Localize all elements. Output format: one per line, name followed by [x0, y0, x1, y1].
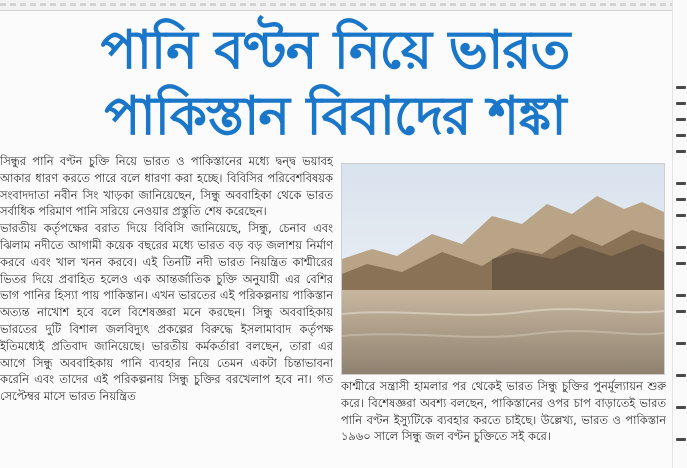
adjacent-column-edge	[672, 0, 687, 468]
photo-caption: কাশ্মীরে সন্ত্রাসী হামলার পর থেকেই ভারত সিন্ধু চুক্তির পুনর্মূল্যায়ন শুরু করে। বিশেষজ্ঞরা অবশ্য বলছেন, পাকিস্তানের ওপর চাপ বাড়াতেই ভারত পানি বণ্টন ইস্যুটিকে ব্যবহার করতে চাইছে। উল্লেখ্য, ভারত ও পাকিস্তান ১৯৬০ সালে সিন্ধু জল বণ্টন চুক্তিতে সই করে।	[341, 379, 666, 444]
page-top-border	[0, 0, 687, 11]
text-fragment	[676, 342, 686, 345]
river-valley-photo	[341, 163, 665, 375]
text-fragment	[676, 134, 686, 137]
text-fragment	[676, 262, 686, 265]
article-paragraph-2: ভারতীয় কর্তৃপক্ষের বরাত দিয়ে বিবিসি জানিয়েছে, সিন্ধু, চেনাব এবং ঝিলাম নদীতে আগামী কয়েক বছরের মধ্যে ভারত বড় বড় জলাশয় নির্মাণ করবে এবং খাল খনন করবে। এই তিনটি নদী ভারত নিয়ন্ত্রিত কাশ্মীরের ভিতর দিয়ে প্রবাহিত হলেও এক আন্তর্জাতিক চুক্তি অনুযায়ী এর বেশির ভাগ পানির হিস্যা পায় পাকিস্তান। এখন ভারতের এই পরিকল্পনায় পাকিস্তান অত্যন্ত নাখোশ হবে বলে বিশেষজ্ঞরা মনে করছেন। সিন্ধু অববাহিকায় ভারতের দুটি বিশাল জলবিদ্যুৎ প্রকল্পের বিরুদ্ধে ইসলামাবাদ কর্তৃপক্ষ ইতিমধ্যেই প্রতিবাদ জানিয়েছে। ভারতীয় কর্মকর্তারা বলছেন, তারা এর আগে সিন্ধু অববাহিকায় পানি ব্যবহার নিয়ে তেমন একটা চিন্তাভাবনা করেনি এবং তাদের এই পরিকল্পনায় সিন্ধু চুক্তির বরখেলাপ হবে না। গত সেপ্টেম্বর মাসে ভারত নিয়ন্ত্রিত	[0, 221, 333, 404]
text-fragment	[676, 198, 686, 201]
text-fragment	[676, 294, 686, 297]
article-body	[0, 153, 333, 468]
text-fragment	[676, 118, 686, 121]
text-fragment	[676, 214, 686, 217]
text-fragment	[676, 102, 686, 105]
article-paragraph-1: সিন্ধুর পানি বণ্টন চুক্তি নিয়ে ভারত ও পাকিস্তানের মধ্যে দ্বন্দ্ব ভয়াবহ আকার ধারণ করতে পারে বলে ধারণা করা হচ্ছে। বিবিসির পরিবেশবিষয়ক সংবাদদাতা নবীন সিং খাড়কা জানিয়েছেন, সিন্ধু অববাহিকা থেকে ভারত সর্বাধিক পরিমাণ পানি সরিয়ে নেওয়ার প্রস্তুতি শেষ করেছেন।	[0, 154, 333, 219]
headline-line-2: পাকিস্তান বিবাদের শঙ্কা	[104, 86, 566, 147]
text-fragment	[676, 182, 686, 185]
headline	[0, 18, 670, 150]
text-fragment	[676, 310, 686, 313]
text-fragment	[676, 438, 686, 441]
headline-line-1: পানি বণ্টন নিয়ে ভারত	[100, 20, 570, 81]
top-dotted-rule	[0, 3, 687, 6]
text-fragment	[676, 406, 686, 409]
text-fragment	[676, 246, 686, 249]
photo-illustration	[342, 164, 664, 374]
text-fragment	[676, 374, 686, 377]
text-fragment	[676, 150, 686, 153]
text-fragment	[676, 86, 686, 89]
